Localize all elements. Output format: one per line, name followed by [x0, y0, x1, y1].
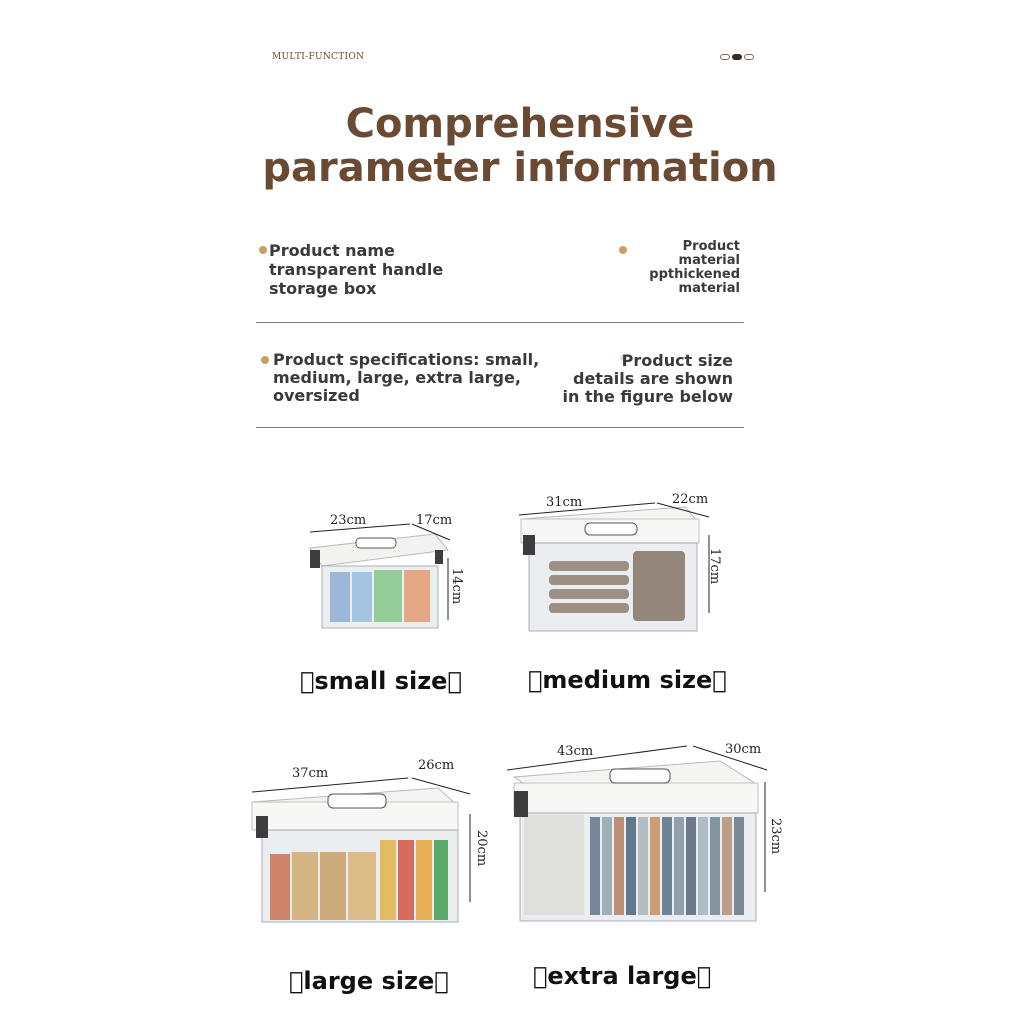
pagination-dot [720, 54, 730, 60]
medium-length-label: 31cm [546, 495, 583, 510]
pagination-dots [720, 54, 754, 60]
size-line: in the figure below [562, 387, 733, 406]
xlarge-size-caption:  extra large  [533, 962, 712, 990]
small-length-label: 23cm [330, 513, 367, 528]
bullet-dot [261, 356, 269, 364]
product-name-value: transparent handle [269, 260, 444, 279]
size-line: details are shown [573, 369, 733, 388]
specs-line: oversized [273, 386, 360, 405]
product-name-value-cont: storage box [269, 279, 377, 298]
medium-height-label: 17cm [707, 548, 722, 585]
xlarge-width-label: 30cm [725, 742, 762, 757]
medium-width-label: 22cm [672, 492, 709, 507]
material-value: ppthickened [649, 267, 740, 282]
pagination-dot-active [732, 54, 742, 60]
bullet-dot [259, 246, 267, 254]
product-specs-block [273, 351, 573, 405]
size-line: Product size [621, 351, 733, 370]
page-title-line2: parameter information [262, 145, 778, 191]
pagination-dot [744, 54, 754, 60]
material-label-cont: material [678, 253, 740, 268]
medium-dimension-lines [515, 495, 725, 625]
large-width-label: 26cm [418, 758, 455, 773]
small-size-caption:  small size  [300, 667, 462, 695]
product-material-block [600, 240, 740, 296]
xlarge-height-label: 23cm [768, 818, 783, 855]
specs-line: Product specifications: small, [273, 350, 540, 369]
product-name-block [269, 241, 499, 298]
large-height-label: 20cm [474, 830, 489, 867]
small-dimension-lines [300, 520, 470, 640]
product-size-block [560, 352, 733, 406]
large-length-label: 37cm [292, 766, 329, 781]
large-dimension-lines [248, 770, 488, 920]
small-height-label: 14cm [449, 568, 464, 605]
divider [256, 322, 744, 323]
specs-line: medium, large, extra large, [273, 368, 521, 387]
medium-size-caption:  medium size  [528, 666, 727, 694]
divider [256, 427, 744, 428]
xlarge-dimension-lines [505, 742, 775, 892]
material-label: Product [682, 239, 740, 254]
brand-tag: MULTI-FUNCTION [272, 52, 365, 62]
page-title-line1: Comprehensive [345, 101, 695, 147]
small-width-label: 17cm [416, 513, 453, 528]
large-size-caption:  large size  [289, 967, 449, 995]
product-name-label: Product name [269, 241, 395, 260]
material-value-cont: material [678, 281, 740, 296]
xlarge-length-label: 43cm [557, 744, 594, 759]
